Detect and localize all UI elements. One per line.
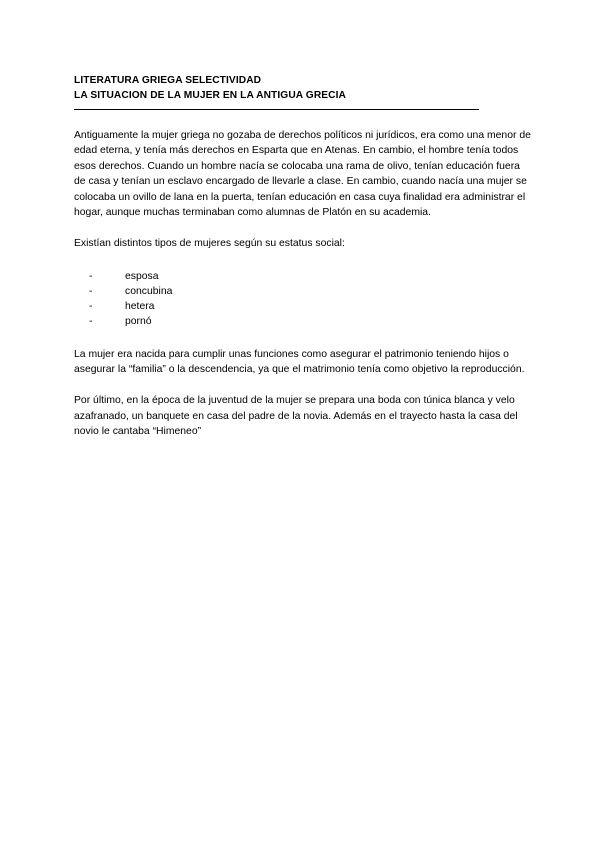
- list-item: [89, 269, 534, 284]
- list-item: [89, 314, 534, 329]
- title-underline-divider: [74, 109, 479, 110]
- list-dash-marker: -: [89, 270, 93, 282]
- paragraph-wedding: Por último, en la época de la juventud de la mujer se prepara una boda con túnica blanca y velo azafranado, un banquete en casa del padre de la novia. Además en el trayecto hasta la casa del novio le cantaba “Himeneo”: [74, 395, 518, 438]
- paragraph-intro: Antiguamente la mujer griega no gozaba de derechos políticos ni jurídicos, era como una menor de edad eterna, y tenía más derechos en Esparta que en Atenas. En cambio, el hombre tenía todos esos derechos. Cuando un hombre nacía se colocaba una rama de olivo, tenían educación fuera de casa y tenían un esclavo encargado de llevarle a clase. En cambio, cuando nacía una mujer se colocaba un ovillo de lana en la puerta, tenían educación en casa cuya finalidad era administrar el hogar, aunque muchas terminaban como alumnas de Platón en su academia.: [74, 130, 531, 219]
- list-dash-marker: -: [89, 286, 93, 298]
- list-item-label: pornó: [125, 316, 152, 328]
- list-item: [89, 299, 534, 314]
- list-item-label: concubina: [125, 286, 173, 298]
- list-item-label: hetera: [125, 301, 155, 313]
- document-title-line-2: LA SITUACION DE LA MUJER EN LA ANTIGUA GRECIA: [74, 90, 347, 101]
- list-dash-marker: -: [89, 316, 93, 328]
- paragraph-functions: La mujer era nacida para cumplir unas funciones como asegurar el patrimonio teniendo hijos o asegurar la “familia” o la descendencia, ya que el matrimonio tenía como objetivo la reproducción.: [74, 348, 525, 376]
- document-title-line-1: LITERATURA GRIEGA SELECTIVIDAD: [74, 75, 262, 86]
- women-types-list: [74, 269, 534, 330]
- paragraph-types-intro: Existían distintos tipos de mujeres según su estatus social:: [74, 238, 345, 250]
- list-dash-marker: -: [89, 301, 93, 313]
- list-item-label: esposa: [125, 270, 159, 282]
- list-item: [89, 284, 534, 299]
- document-page: [74, 73, 534, 440]
